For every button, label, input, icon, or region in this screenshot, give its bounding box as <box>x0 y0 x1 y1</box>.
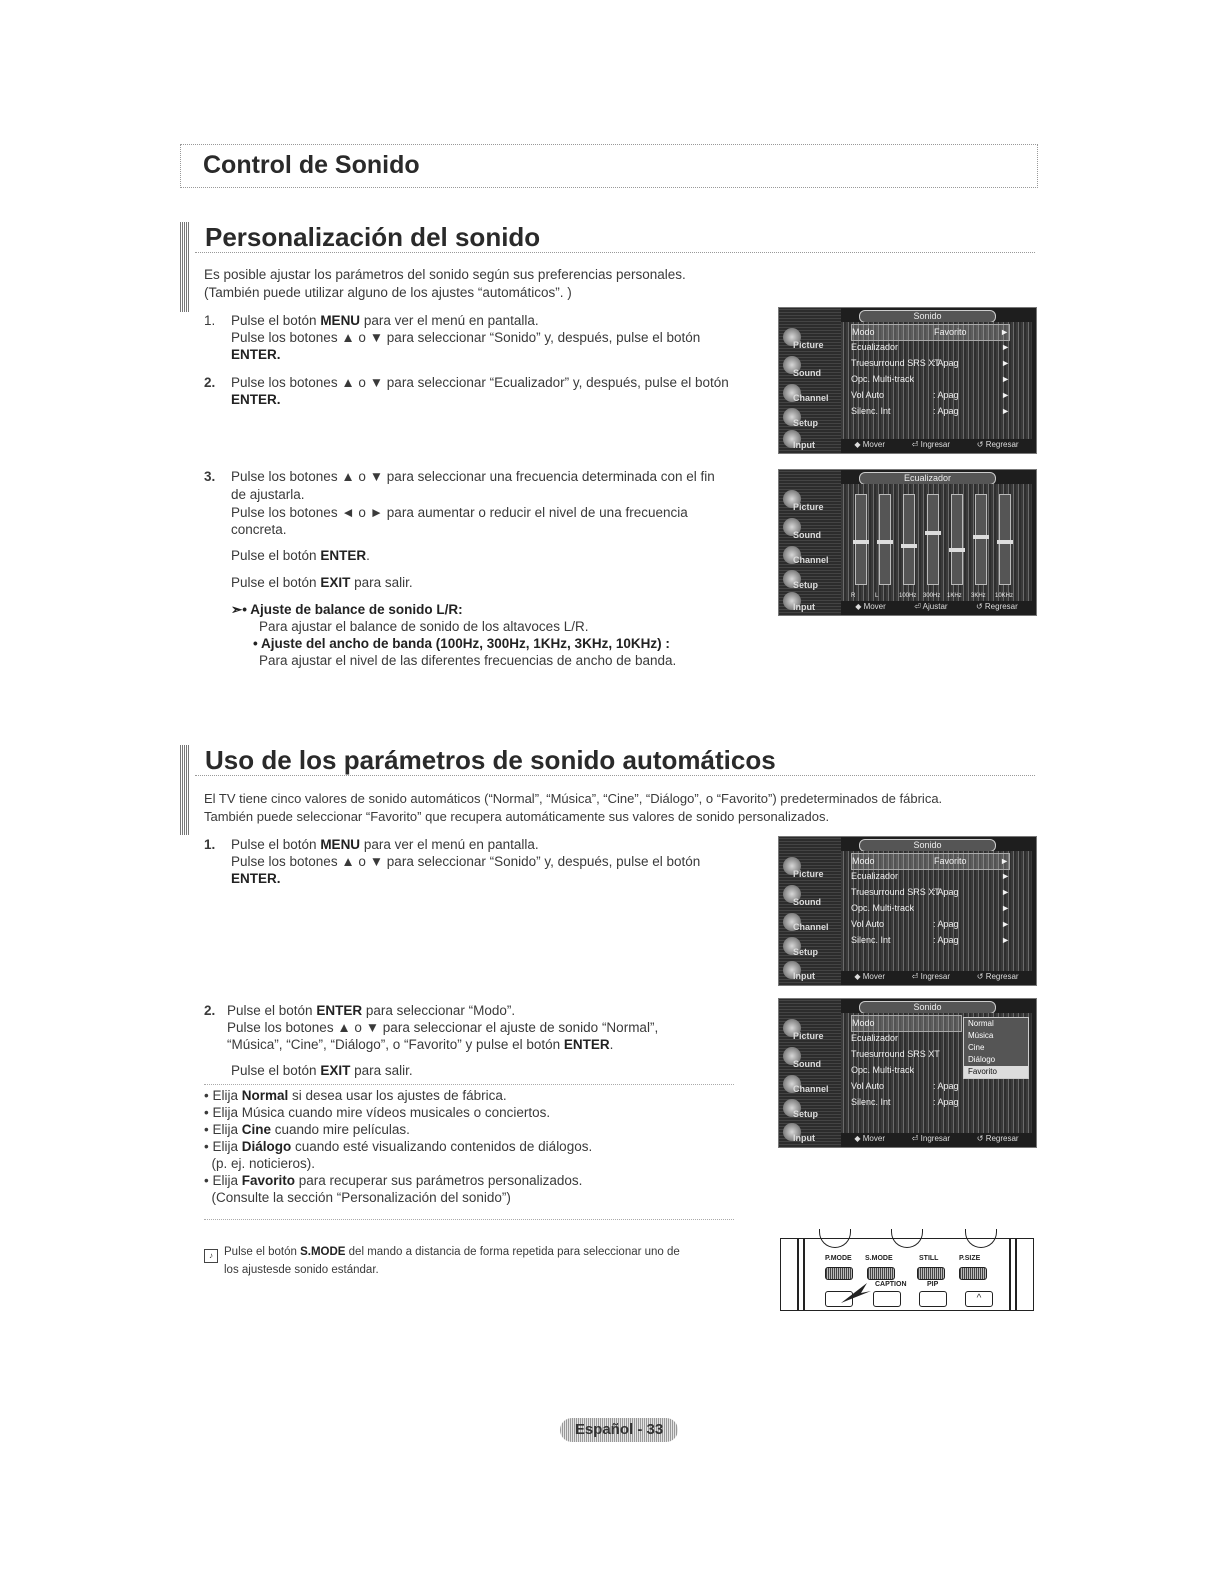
step-text: Pulse los botones ◄ o ► para aumentar o reducir el nivel de una frecuencia <box>231 505 688 520</box>
step-number: 2. <box>204 1003 216 1018</box>
osd-row: Modo Favorito ► <box>851 324 1010 341</box>
mode-option: Música <box>968 1031 994 1040</box>
note-line: • Elija Diálogo cuando esté visualizando contenidos de diálogos. <box>204 1139 593 1154</box>
osd-row: Modo <box>851 1015 962 1032</box>
mode-options-popup <box>963 1017 1029 1079</box>
remote-label: S.MODE <box>865 1255 893 1262</box>
osd-side-item: Channel <box>793 1084 829 1094</box>
remote-label: PIP <box>927 1281 939 1288</box>
osd-row: Ecualizador <box>851 1033 899 1043</box>
osd-footer: ◆ Mover ⏎ Ingresar ↺ Regresar <box>854 972 1019 981</box>
step-text: de ajustarla. <box>231 487 305 502</box>
eq-band-label: L <box>875 593 879 599</box>
mode-option: Normal <box>968 1019 994 1028</box>
step-text: concreta. <box>231 522 287 537</box>
step-number: 1. <box>204 837 216 852</box>
osd-side-item: Sound <box>793 897 821 907</box>
osd-row: Silenc. Int : Apag ► <box>851 406 1010 416</box>
osd-sound-menu <box>778 836 1037 986</box>
caption-button <box>873 1291 901 1307</box>
eq-slider-knob <box>853 540 869 544</box>
note-body: Para ajustar el nivel de las diferentes frecuencias de ancho de banda. <box>259 653 677 668</box>
osd-panel <box>841 1013 1032 1133</box>
intro-line: (También puede utilizar alguno de los ajustes “automáticos”. ) <box>204 285 572 300</box>
step-number: 3. <box>204 469 216 484</box>
page-header <box>180 144 1038 188</box>
remote-note: Pulse el botón S.MODE del mando a distancia de forma repetida para seleccionar uno de <box>224 1246 680 1258</box>
osd-side-item: Channel <box>793 393 829 403</box>
eq-band-300hz <box>927 494 939 585</box>
remote-edge <box>1009 1239 1011 1310</box>
eq-slider-knob <box>925 531 941 535</box>
osd-side-item: Input <box>793 1133 815 1143</box>
osd-mode-menu <box>778 998 1037 1148</box>
step-text: Pulse los botones ▲ o ▼ para seleccionar una frecuencia determinada con el fin <box>231 469 715 484</box>
osd-row: Truesurround SRS XT : Apag ► <box>851 887 1010 897</box>
osd-row: Vol Auto : Apag ► <box>851 919 1010 929</box>
osd-row: Opc. Multi-track ► <box>851 903 1010 913</box>
intro-line: El TV tiene cinco valores de sonido automáticos (“Normal”, “Música”, “Cine”, “Diálogo”, o “Favorito”) predeterminados de fábrica. <box>204 791 943 806</box>
eq-band-label: 10KHz <box>995 593 1014 599</box>
eq-slider-knob <box>973 535 989 539</box>
eq-band-label: 300Hz <box>923 593 941 599</box>
remote-edge <box>1015 1239 1017 1310</box>
remote-key-outline <box>891 1229 923 1248</box>
osd-side-item: Input <box>793 440 815 450</box>
mode-option: Cine <box>968 1043 985 1052</box>
step-text: Pulse el botón ENTER. <box>231 548 370 563</box>
eq-band-label: 1KHz <box>947 593 962 599</box>
osd-row: Vol Auto : Apag ► <box>851 390 1010 400</box>
intro-line: Es posible ajustar los parámetros del sonido según sus preferencias personales. <box>204 267 686 282</box>
eq-band-3khz <box>975 494 987 585</box>
osd-row: Truesurround SRS XT : Apag ► <box>851 358 1010 368</box>
osd-footer: ◆ Mover ⏎ Ingresar ↺ Regresar <box>854 1134 1019 1143</box>
osd-row: Opc. Multi-track <box>851 1065 915 1075</box>
section-title: Uso de los parámetros de sonido automáticos <box>205 745 776 775</box>
remote-edge <box>803 1239 805 1310</box>
remote-key-outline <box>965 1229 997 1248</box>
osd-row: Ecualizador ► <box>851 871 1010 881</box>
note-icon: ♪ <box>204 1245 218 1263</box>
step-text: Pulse el botón MENU para ver el menú en pantalla. <box>231 837 539 852</box>
remote-note: los ajustesde sonido estándar. <box>224 1264 379 1276</box>
osd-row: Silenc. Int : Apag <box>851 1097 959 1107</box>
osd-sound-menu <box>778 307 1037 454</box>
osd-panel <box>841 851 1032 971</box>
step-text: ENTER. <box>231 392 281 407</box>
note-title: ➣• Ajuste de balance de sonido L/R: <box>231 602 463 617</box>
step-text: Pulse los botones ▲ o ▼ para seleccionar “Ecualizador” y, después, pulse el botón <box>231 375 729 390</box>
eq-band-100hz <box>903 494 915 585</box>
osd-side-item: Setup <box>793 947 819 957</box>
osd-tab: Sonido <box>859 1001 996 1014</box>
osd-row: Opc. Multi-track ► <box>851 374 1010 384</box>
divider <box>195 775 1035 776</box>
eq-band-r <box>855 494 867 585</box>
osd-side-item: Input <box>793 971 815 981</box>
eq-band-label: 100Hz <box>899 593 917 599</box>
step-text: Pulse el botón ENTER para seleccionar “Modo”. <box>227 1003 516 1018</box>
step-text: ENTER. <box>231 347 281 362</box>
step-number: 2. <box>204 375 216 390</box>
divider <box>195 252 1035 253</box>
page-title: Control de Sonido <box>203 151 420 179</box>
pip-button <box>919 1291 947 1307</box>
osd-sidebar <box>779 470 841 615</box>
section-marker <box>180 222 189 312</box>
note-line: • Elija Normal si desea usar los ajustes de fábrica. <box>204 1088 507 1103</box>
up-arrow-icon: ^ <box>965 1291 993 1307</box>
eq-band-label: 3KHz <box>971 593 986 599</box>
osd-row: Modo Favorito ► <box>851 853 1010 870</box>
step-number: 1. <box>204 313 216 328</box>
remote-control-illustration <box>780 1238 1034 1311</box>
eq-slider-knob <box>901 544 917 548</box>
section-marker <box>180 745 189 835</box>
osd-row: Truesurround SRS XT <box>851 1049 940 1059</box>
eq-slider-knob <box>949 548 965 552</box>
note-title: • Ajuste del ancho de banda (100Hz, 300Hz, 1KHz, 3KHz, 10KHz) : <box>253 636 670 651</box>
osd-side-item: Sound <box>793 1059 821 1069</box>
osd-side-item: Picture <box>793 340 824 350</box>
intro-line: También puede seleccionar “Favorito” que recupera automáticamente sus valores de sonido personalizados. <box>204 809 830 824</box>
step-text: Pulse los botones ▲ o ▼ para seleccionar “Sonido” y, después, pulse el botón <box>231 330 701 345</box>
eq-band-label: R <box>851 593 856 599</box>
osd-tab: Sonido <box>859 839 996 852</box>
step-text: Pulse el botón EXIT para salir. <box>231 1063 413 1078</box>
osd-equalizer <box>778 469 1037 616</box>
still-button <box>917 1267 945 1280</box>
remote-edge <box>797 1239 799 1310</box>
step-text: Pulse los botones ▲ o ▼ para seleccionar el ajuste de sonido “Normal”, <box>227 1020 659 1035</box>
step-text: Pulse el botón MENU para ver el menú en pantalla. <box>231 313 539 328</box>
equalizer-panel <box>841 484 1032 601</box>
note-line: • Elija Cine cuando mire películas. <box>204 1122 410 1137</box>
step-text: Pulse los botones ▲ o ▼ para seleccionar “Sonido” y, después, pulse el botón <box>231 854 701 869</box>
osd-row: Ecualizador ► <box>851 342 1010 352</box>
eq-band-l <box>879 494 891 585</box>
remote-label: P.MODE <box>825 1255 852 1262</box>
remote-key-outline <box>819 1229 851 1248</box>
osd-side-item: Picture <box>793 502 824 512</box>
mode-notes <box>204 1084 734 1220</box>
note-line: • Elija Favorito para recuperar sus parámetros personalizados. <box>204 1173 583 1188</box>
osd-footer: ◆ Mover ⏎ Ajustar ↺ Regresar <box>855 602 1018 611</box>
osd-panel <box>841 322 1032 439</box>
osd-tab: Sonido <box>859 310 996 323</box>
osd-side-item: Channel <box>793 555 829 565</box>
osd-side-item: Picture <box>793 1031 824 1041</box>
page-number-badge: Español - 33 <box>560 1418 678 1442</box>
osd-row: Vol Auto : Apag <box>851 1081 959 1091</box>
mode-option: Favorito <box>964 1066 1028 1078</box>
osd-sidebar <box>779 999 841 1147</box>
osd-tab: Ecualizador <box>859 472 996 485</box>
mode-option: Diálogo <box>968 1055 996 1064</box>
remote-label: STILL <box>919 1255 939 1262</box>
osd-footer: ◆ Mover ⏎ Ingresar ↺ Regresar <box>854 440 1019 449</box>
note-body: Para ajustar el balance de sonido de los altavoces L/R. <box>259 619 589 634</box>
osd-side-item: Setup <box>793 418 819 428</box>
step-text: ENTER. <box>231 871 281 886</box>
osd-sidebar <box>779 837 841 985</box>
osd-side-item: Setup <box>793 1109 819 1119</box>
note-line: • Elija Música cuando mire vídeos musicales o conciertos. <box>204 1105 551 1120</box>
osd-side-item: Channel <box>793 922 829 932</box>
eq-band-1khz <box>951 494 963 585</box>
remote-label: CAPTION <box>875 1281 907 1288</box>
eq-slider-knob <box>997 540 1013 544</box>
note-line: (Consulte la sección “Personalización del sonido”) <box>204 1190 511 1205</box>
osd-row: Silenc. Int : Apag ► <box>851 935 1010 945</box>
eq-slider-knob <box>877 540 893 544</box>
osd-side-item: Setup <box>793 580 819 590</box>
osd-side-item: Sound <box>793 368 821 378</box>
osd-sidebar <box>779 308 841 453</box>
section-title: Personalización del sonido <box>205 222 541 252</box>
osd-side-item: Input <box>793 602 815 612</box>
remote-label: P.SIZE <box>959 1255 981 1262</box>
note-line: (p. ej. noticieros). <box>204 1156 316 1171</box>
pointer-arrow-icon <box>837 1277 877 1307</box>
step-text: Pulse el botón EXIT para salir. <box>231 575 413 590</box>
eq-band-10khz <box>999 494 1011 585</box>
psize-button <box>959 1267 987 1280</box>
osd-side-item: Picture <box>793 869 824 879</box>
step-text: “Música”, “Cine”, “Diálogo”, o “Favorito” y pulse el botón ENTER. <box>227 1037 614 1052</box>
osd-side-item: Sound <box>793 530 821 540</box>
